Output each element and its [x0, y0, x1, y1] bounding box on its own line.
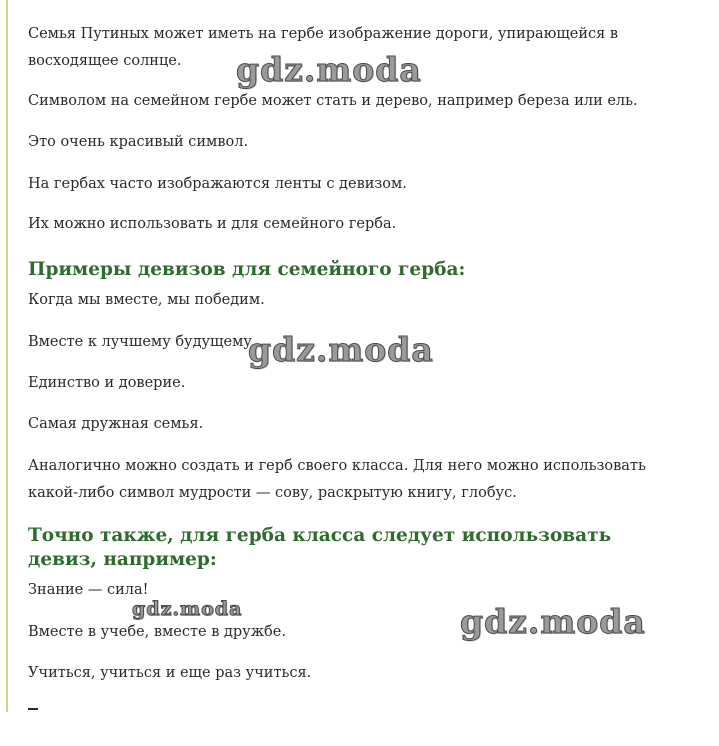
watermark-1: gdz.moda [236, 50, 422, 89]
paragraph-family-crest: Их можно использовать и для семейного герба. [28, 216, 397, 232]
watermark-3: gdz.moda [132, 598, 243, 620]
watermark-2: gdz.moda [248, 330, 434, 369]
motto-unity-trust: Единство и доверие. [28, 375, 186, 391]
clipped-next-line [28, 708, 38, 710]
paragraph-road-sun: Семья Путиных может иметь на гербе изображение дороги, упирающейся в восходящее солнце. [28, 26, 619, 69]
motto-study-again: Учиться, учиться и еще раз учиться. [28, 665, 312, 681]
heading-family-mottos: Примеры девизов для семейного герба: [28, 259, 466, 280]
motto-better-future: Вместе к лучшему будущему. [28, 334, 257, 350]
paragraph-tree: Символом на семейном гербе может стать и дерево, например береза или ель. [28, 93, 638, 109]
paragraph-beautiful-symbol: Это очень красивый символ. [28, 134, 249, 150]
paragraph-class-crest: Аналогично можно создать и герб своего класса. Для него можно использовать какой-либо символ мудрости — сову, раскрытую книгу, глобус. [28, 458, 646, 501]
watermark-4: gdz.moda [460, 602, 646, 641]
clipped-previous-line [40, 0, 460, 2]
motto-friendliest-family: Самая дружная семья. [28, 416, 204, 432]
motto-together-win: Когда мы вместе, мы победим. [28, 292, 265, 308]
motto-study-friendship: Вместе в учебе, вместе в дружбе. [28, 624, 286, 640]
heading-class-motto: Точно также, для герба класса следует использовать девиз, например: [28, 525, 612, 570]
left-border-line [6, 0, 8, 712]
motto-knowledge-power: Знание — сила! [28, 582, 149, 598]
paragraph-ribbons: На гербах часто изображаются ленты с девизом. [28, 176, 407, 192]
